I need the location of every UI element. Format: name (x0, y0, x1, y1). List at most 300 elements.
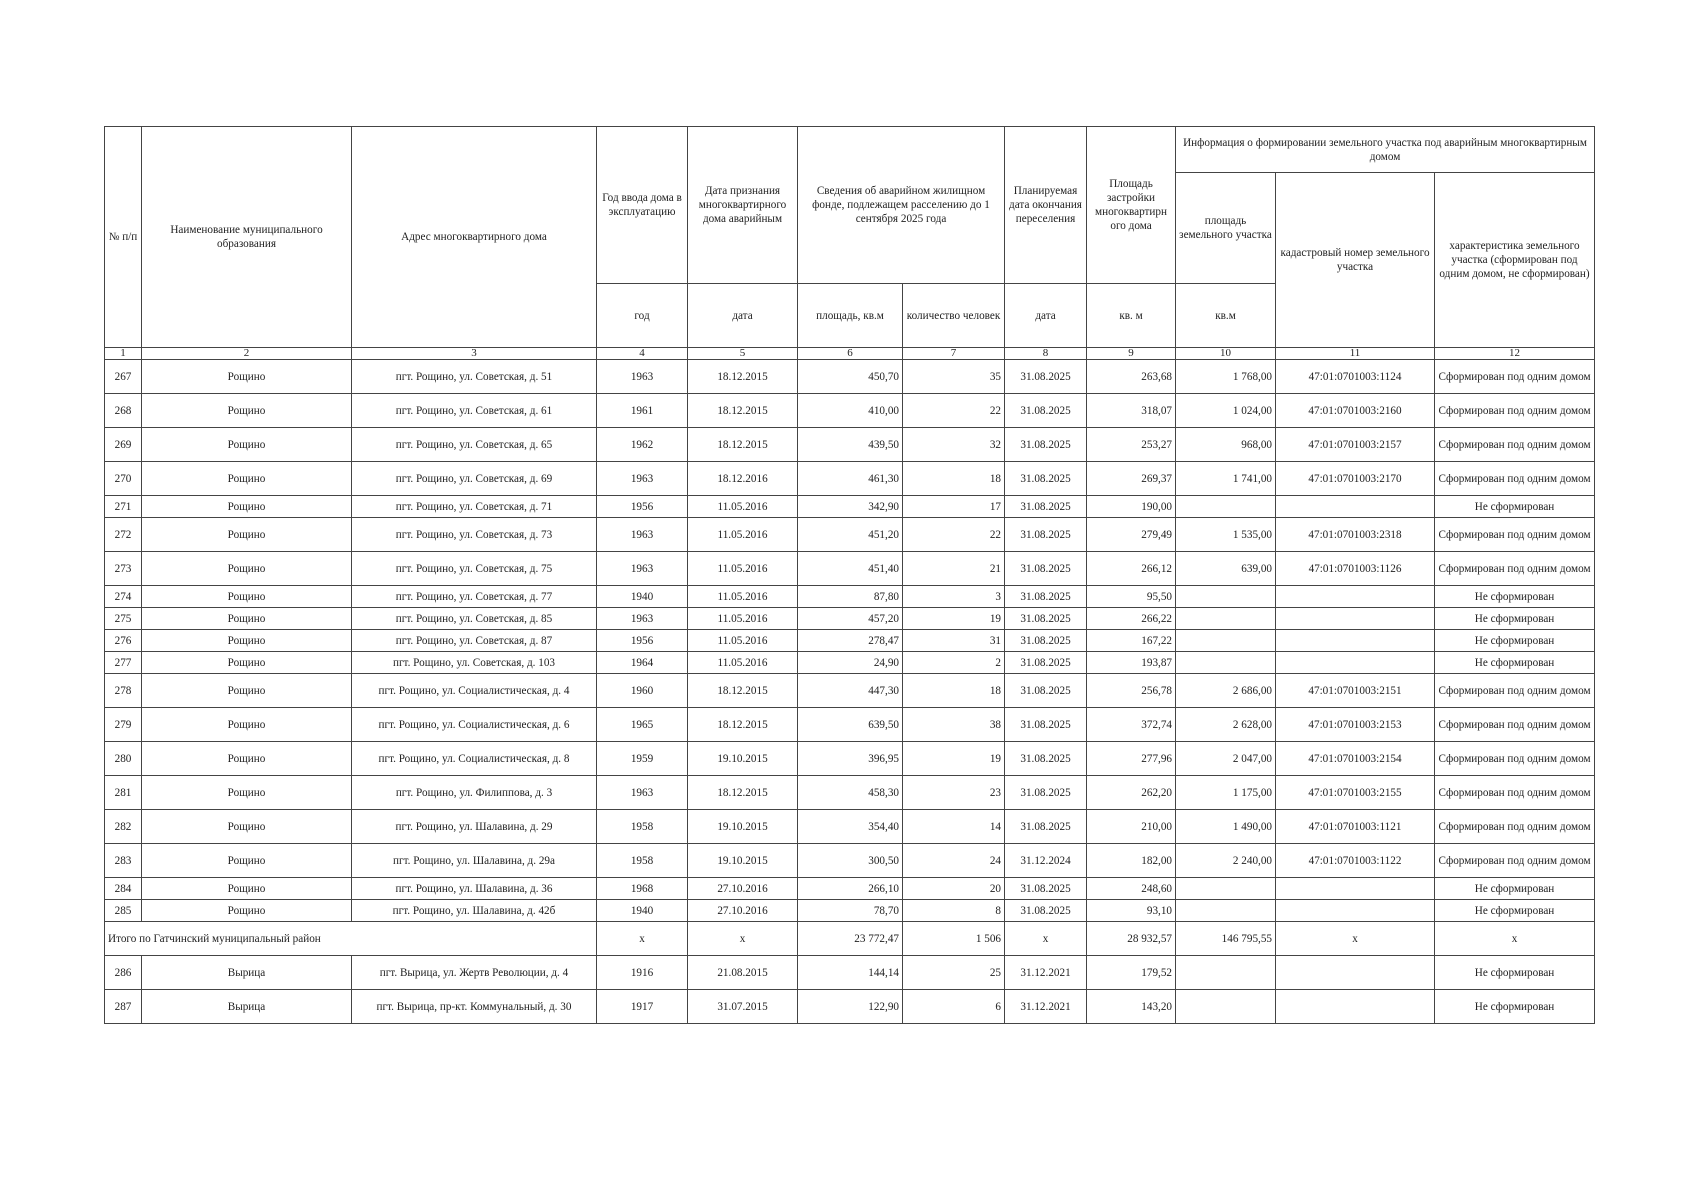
land-characteristic-cell: Сформирован под одним домом (1435, 462, 1595, 496)
municipality-cell: Рощино (142, 608, 352, 630)
municipality-cell: Рощино (142, 462, 352, 496)
municipality-cell: Рощино (142, 428, 352, 462)
land-characteristic-cell: Не сформирован (1435, 990, 1595, 1024)
year-built-cell: 1956 (597, 496, 688, 518)
row-number: 267 (105, 360, 142, 394)
year-built-cell: 1963 (597, 552, 688, 586)
recognition-date-cell: 19.10.2015 (688, 810, 798, 844)
recognition-date-cell: 18.12.2016 (688, 462, 798, 496)
area-cell: 447,30 (798, 674, 903, 708)
people-cell: 6 (903, 990, 1005, 1024)
year-built-cell: 1940 (597, 900, 688, 922)
year-built-cell: 1959 (597, 742, 688, 776)
unit-date: дата (688, 284, 798, 348)
cadastral-cell: 47:01:0701003:1122 (1276, 844, 1435, 878)
area-cell: 396,95 (798, 742, 903, 776)
year-built-cell: 1968 (597, 878, 688, 900)
address-cell: пгт. Рощино, ул. Шалавина, д. 42б (352, 900, 597, 922)
built-area-cell: 279,49 (1087, 518, 1176, 552)
area-cell: 450,70 (798, 360, 903, 394)
recognition-date-cell: 11.05.2016 (688, 518, 798, 552)
land-area-cell (1176, 990, 1276, 1024)
municipality-cell: Рощино (142, 394, 352, 428)
built-area-cell: 269,37 (1087, 462, 1176, 496)
address-cell: пгт. Рощино, ул. Советская, д. 71 (352, 496, 597, 518)
table-row (105, 742, 1595, 776)
planned-date-cell: 31.08.2025 (1005, 630, 1087, 652)
row-number: 284 (105, 878, 142, 900)
people-cell: 23 (903, 776, 1005, 810)
table-total (105, 922, 1595, 956)
recognition-date-cell: 19.10.2015 (688, 844, 798, 878)
row-number: 276 (105, 630, 142, 652)
cadastral-cell (1276, 496, 1435, 518)
municipality-cell: Рощино (142, 810, 352, 844)
built-area-cell: 190,00 (1087, 496, 1176, 518)
address-cell: пгт. Рощино, ул. Шалавина, д. 36 (352, 878, 597, 900)
year-built-cell: 1964 (597, 652, 688, 674)
table-row (105, 674, 1595, 708)
address-cell: пгт. Рощино, ул. Советская, д. 69 (352, 462, 597, 496)
built-area-cell: 143,20 (1087, 990, 1176, 1024)
address-cell: пгт. Рощино, ул. Советская, д. 61 (352, 394, 597, 428)
year-built-cell: 1958 (597, 844, 688, 878)
recognition-date-cell: 11.05.2016 (688, 496, 798, 518)
planned-date-cell: 31.08.2025 (1005, 810, 1087, 844)
cadastral-cell: 47:01:0701003:2153 (1276, 708, 1435, 742)
header-recognition-date: Дата признания многоквартирного дома аварийным (688, 127, 798, 284)
cadastral-cell: 47:01:0701003:2155 (1276, 776, 1435, 810)
people-cell: 20 (903, 878, 1005, 900)
planned-date-cell: 31.08.2025 (1005, 652, 1087, 674)
people-cell: 35 (903, 360, 1005, 394)
total-land-characteristic: x (1435, 922, 1595, 956)
unit-year: год (597, 284, 688, 348)
people-cell: 8 (903, 900, 1005, 922)
people-cell: 2 (903, 652, 1005, 674)
municipality-cell: Рощино (142, 518, 352, 552)
area-cell: 461,30 (798, 462, 903, 496)
table-row (105, 360, 1595, 394)
land-characteristic-cell: Не сформирован (1435, 878, 1595, 900)
land-area-cell: 1 741,00 (1176, 462, 1276, 496)
built-area-cell: 167,22 (1087, 630, 1176, 652)
column-number-row (105, 348, 1595, 360)
year-built-cell: 1963 (597, 518, 688, 552)
recognition-date-cell: 11.05.2016 (688, 586, 798, 608)
table-row (105, 496, 1595, 518)
row-number: 282 (105, 810, 142, 844)
built-area-cell: 182,00 (1087, 844, 1176, 878)
total-recognition-date: x (688, 922, 798, 956)
address-cell: пгт. Рощино, ул. Социалистическая, д. 8 (352, 742, 597, 776)
address-cell: пгт. Рощино, ул. Советская, д. 103 (352, 652, 597, 674)
recognition-date-cell: 11.05.2016 (688, 552, 798, 586)
unit-area: площадь, кв.м (798, 284, 903, 348)
built-area-cell: 277,96 (1087, 742, 1176, 776)
planned-date-cell: 31.08.2025 (1005, 742, 1087, 776)
recognition-date-cell: 18.12.2015 (688, 394, 798, 428)
municipality-cell: Рощино (142, 742, 352, 776)
year-built-cell: 1963 (597, 608, 688, 630)
land-characteristic-cell: Сформирован под одним домом (1435, 428, 1595, 462)
year-built-cell: 1962 (597, 428, 688, 462)
land-characteristic-cell: Сформирован под одним домом (1435, 394, 1595, 428)
column-number: 7 (903, 348, 1005, 360)
land-characteristic-cell: Не сформирован (1435, 956, 1595, 990)
cadastral-cell (1276, 630, 1435, 652)
municipality-cell: Рощино (142, 878, 352, 900)
row-number: 277 (105, 652, 142, 674)
land-characteristic-cell: Не сформирован (1435, 608, 1595, 630)
row-number: 278 (105, 674, 142, 708)
people-cell: 31 (903, 630, 1005, 652)
unit-date-planned: дата (1005, 284, 1087, 348)
land-characteristic-cell: Сформирован под одним домом (1435, 708, 1595, 742)
table-row (105, 586, 1595, 608)
column-number: 2 (142, 348, 352, 360)
total-built-area: 28 932,57 (1087, 922, 1176, 956)
year-built-cell: 1961 (597, 394, 688, 428)
area-cell: 410,00 (798, 394, 903, 428)
year-built-cell: 1965 (597, 708, 688, 742)
total-row (105, 922, 1595, 956)
year-built-cell: 1960 (597, 674, 688, 708)
area-cell: 144,14 (798, 956, 903, 990)
header-year-built: Год ввода дома в эксплуатацию (597, 127, 688, 284)
column-number: 5 (688, 348, 798, 360)
recognition-date-cell: 21.08.2015 (688, 956, 798, 990)
built-area-cell: 210,00 (1087, 810, 1176, 844)
year-built-cell: 1916 (597, 956, 688, 990)
built-area-cell: 253,27 (1087, 428, 1176, 462)
built-area-cell: 262,20 (1087, 776, 1176, 810)
built-area-cell: 263,68 (1087, 360, 1176, 394)
table-row (105, 630, 1595, 652)
column-number: 11 (1276, 348, 1435, 360)
people-cell: 19 (903, 742, 1005, 776)
total-land-area: 146 795,55 (1176, 922, 1276, 956)
municipality-cell: Рощино (142, 630, 352, 652)
table-row (105, 428, 1595, 462)
row-number: 279 (105, 708, 142, 742)
table-row (105, 878, 1595, 900)
address-cell: пгт. Рощино, ул. Шалавина, д. 29 (352, 810, 597, 844)
area-cell: 451,40 (798, 552, 903, 586)
area-cell: 266,10 (798, 878, 903, 900)
row-number: 271 (105, 496, 142, 518)
planned-date-cell: 31.08.2025 (1005, 394, 1087, 428)
header-land-characteristic: характеристика земельного участка (сформирован под одним домом, не сформирован) (1435, 173, 1595, 348)
land-characteristic-cell: Не сформирован (1435, 496, 1595, 518)
area-cell: 439,50 (798, 428, 903, 462)
header-land-area: площадь земельного участка (1176, 173, 1276, 284)
row-number: 272 (105, 518, 142, 552)
people-cell: 18 (903, 674, 1005, 708)
land-area-cell: 1 175,00 (1176, 776, 1276, 810)
table-body-vyritsa (105, 956, 1595, 1024)
built-area-cell: 256,78 (1087, 674, 1176, 708)
planned-date-cell: 31.08.2025 (1005, 496, 1087, 518)
municipality-cell: Рощино (142, 844, 352, 878)
land-characteristic-cell: Сформирован под одним домом (1435, 552, 1595, 586)
built-area-cell: 95,50 (1087, 586, 1176, 608)
header-address: Адрес многоквартирного дома (352, 127, 597, 348)
area-cell: 300,50 (798, 844, 903, 878)
land-characteristic-cell: Сформирован под одним домом (1435, 742, 1595, 776)
municipality-cell: Рощино (142, 586, 352, 608)
planned-date-cell: 31.12.2021 (1005, 956, 1087, 990)
cadastral-cell: 47:01:0701003:2160 (1276, 394, 1435, 428)
address-cell: пгт. Рощино, ул. Шалавина, д. 29а (352, 844, 597, 878)
year-built-cell: 1940 (597, 586, 688, 608)
planned-date-cell: 31.08.2025 (1005, 608, 1087, 630)
row-number: 269 (105, 428, 142, 462)
table-row (105, 956, 1595, 990)
cadastral-cell (1276, 586, 1435, 608)
address-cell: пгт. Вырица, пр-кт. Коммунальный, д. 30 (352, 990, 597, 1024)
built-area-cell: 266,22 (1087, 608, 1176, 630)
unit-people: количество человек (903, 284, 1005, 348)
municipality-cell: Вырица (142, 956, 352, 990)
recognition-date-cell: 11.05.2016 (688, 608, 798, 630)
land-characteristic-cell: Не сформирован (1435, 900, 1595, 922)
cadastral-cell: 47:01:0701003:1121 (1276, 810, 1435, 844)
people-cell: 14 (903, 810, 1005, 844)
table-body-roshchino (105, 360, 1595, 922)
land-area-cell: 1 490,00 (1176, 810, 1276, 844)
recognition-date-cell: 11.05.2016 (688, 630, 798, 652)
table-row (105, 552, 1595, 586)
land-area-cell: 1 535,00 (1176, 518, 1276, 552)
land-area-cell (1176, 608, 1276, 630)
planned-date-cell: 31.08.2025 (1005, 552, 1087, 586)
municipality-cell: Рощино (142, 552, 352, 586)
cadastral-cell (1276, 900, 1435, 922)
built-area-cell: 93,10 (1087, 900, 1176, 922)
cadastral-cell: 47:01:0701003:1124 (1276, 360, 1435, 394)
area-cell: 451,20 (798, 518, 903, 552)
land-area-cell: 2 686,00 (1176, 674, 1276, 708)
address-cell: пгт. Рощино, ул. Советская, д. 77 (352, 586, 597, 608)
land-characteristic-cell: Не сформирован (1435, 652, 1595, 674)
column-number: 12 (1435, 348, 1595, 360)
people-cell: 25 (903, 956, 1005, 990)
area-cell: 342,90 (798, 496, 903, 518)
people-cell: 22 (903, 394, 1005, 428)
row-number: 274 (105, 586, 142, 608)
year-built-cell: 1963 (597, 776, 688, 810)
row-number: 281 (105, 776, 142, 810)
recognition-date-cell: 19.10.2015 (688, 742, 798, 776)
table-row (105, 810, 1595, 844)
built-area-cell: 179,52 (1087, 956, 1176, 990)
planned-date-cell: 31.08.2025 (1005, 708, 1087, 742)
cadastral-cell: 47:01:0701003:2151 (1276, 674, 1435, 708)
table-row (105, 708, 1595, 742)
land-characteristic-cell: Сформирован под одним домом (1435, 518, 1595, 552)
table-row (105, 518, 1595, 552)
cadastral-cell (1276, 990, 1435, 1024)
area-cell: 87,80 (798, 586, 903, 608)
land-area-cell (1176, 586, 1276, 608)
municipality-cell: Рощино (142, 900, 352, 922)
cadastral-cell: 47:01:0701003:2154 (1276, 742, 1435, 776)
recognition-date-cell: 18.12.2015 (688, 708, 798, 742)
people-cell: 21 (903, 552, 1005, 586)
address-cell: пгт. Рощино, ул. Советская, д. 85 (352, 608, 597, 630)
address-cell: пгт. Рощино, ул. Социалистическая, д. 4 (352, 674, 597, 708)
column-number: 10 (1176, 348, 1276, 360)
municipality-cell: Рощино (142, 708, 352, 742)
land-characteristic-cell: Сформирован под одним домом (1435, 810, 1595, 844)
land-area-cell (1176, 630, 1276, 652)
planned-date-cell: 31.08.2025 (1005, 428, 1087, 462)
total-label: Итого по Гатчинский муниципальный район (105, 922, 597, 956)
row-number: 275 (105, 608, 142, 630)
total-planned-date: x (1005, 922, 1087, 956)
land-characteristic-cell: Не сформирован (1435, 630, 1595, 652)
header-cadastral: кадастровый номер земельного участка (1276, 173, 1435, 348)
address-cell: пгт. Рощино, ул. Советская, д. 73 (352, 518, 597, 552)
people-cell: 24 (903, 844, 1005, 878)
recognition-date-cell: 27.10.2016 (688, 878, 798, 900)
row-number: 273 (105, 552, 142, 586)
municipality-cell: Рощино (142, 360, 352, 394)
planned-date-cell: 31.08.2025 (1005, 586, 1087, 608)
address-cell: пгт. Рощино, ул. Советская, д. 75 (352, 552, 597, 586)
people-cell: 22 (903, 518, 1005, 552)
planned-date-cell: 31.12.2024 (1005, 844, 1087, 878)
planned-date-cell: 31.08.2025 (1005, 674, 1087, 708)
address-cell: пгт. Рощино, ул. Советская, д. 87 (352, 630, 597, 652)
land-area-cell: 1 024,00 (1176, 394, 1276, 428)
header-row-number: № п/п (105, 127, 142, 348)
planned-date-cell: 31.08.2025 (1005, 900, 1087, 922)
row-number: 287 (105, 990, 142, 1024)
recognition-date-cell: 31.07.2015 (688, 990, 798, 1024)
area-cell: 458,30 (798, 776, 903, 810)
address-cell: пгт. Вырица, ул. Жертв Революции, д. 4 (352, 956, 597, 990)
cadastral-cell: 47:01:0701003:2170 (1276, 462, 1435, 496)
year-built-cell: 1958 (597, 810, 688, 844)
cadastral-cell (1276, 652, 1435, 674)
area-cell: 24,90 (798, 652, 903, 674)
land-area-cell (1176, 496, 1276, 518)
people-cell: 18 (903, 462, 1005, 496)
recognition-date-cell: 18.12.2015 (688, 674, 798, 708)
area-cell: 122,90 (798, 990, 903, 1024)
table-row (105, 652, 1595, 674)
row-number: 270 (105, 462, 142, 496)
year-built-cell: 1917 (597, 990, 688, 1024)
address-cell: пгт. Рощино, ул. Социалистическая, д. 6 (352, 708, 597, 742)
planned-date-cell: 31.08.2025 (1005, 776, 1087, 810)
planned-date-cell: 31.08.2025 (1005, 462, 1087, 496)
land-characteristic-cell: Сформирован под одним домом (1435, 360, 1595, 394)
row-number: 286 (105, 956, 142, 990)
cadastral-cell (1276, 956, 1435, 990)
land-characteristic-cell: Сформирован под одним домом (1435, 776, 1595, 810)
land-area-cell (1176, 878, 1276, 900)
municipality-cell: Рощино (142, 652, 352, 674)
address-cell: пгт. Рощино, ул. Советская, д. 65 (352, 428, 597, 462)
column-number: 6 (798, 348, 903, 360)
people-cell: 3 (903, 586, 1005, 608)
area-cell: 78,70 (798, 900, 903, 922)
municipality-cell: Вырица (142, 990, 352, 1024)
table-row (105, 776, 1595, 810)
land-characteristic-cell: Не сформирован (1435, 586, 1595, 608)
column-number: 9 (1087, 348, 1176, 360)
area-cell: 354,40 (798, 810, 903, 844)
row-number: 283 (105, 844, 142, 878)
land-area-cell (1176, 652, 1276, 674)
column-number: 1 (105, 348, 142, 360)
table-row (105, 990, 1595, 1024)
municipality-cell: Рощино (142, 674, 352, 708)
land-area-cell (1176, 900, 1276, 922)
built-area-cell: 266,12 (1087, 552, 1176, 586)
planned-date-cell: 31.08.2025 (1005, 518, 1087, 552)
relocation-table (104, 126, 1595, 1024)
header-planned-date: Планируемая дата окончания переселения (1005, 127, 1087, 284)
people-cell: 38 (903, 708, 1005, 742)
planned-date-cell: 31.08.2025 (1005, 360, 1087, 394)
cadastral-cell (1276, 608, 1435, 630)
recognition-date-cell: 11.05.2016 (688, 652, 798, 674)
header-municipality: Наименование муниципального образования (142, 127, 352, 348)
area-cell: 457,20 (798, 608, 903, 630)
land-area-cell: 2 047,00 (1176, 742, 1276, 776)
total-cadastral: x (1276, 922, 1435, 956)
recognition-date-cell: 18.12.2015 (688, 360, 798, 394)
recognition-date-cell: 27.10.2016 (688, 900, 798, 922)
address-cell: пгт. Рощино, ул. Советская, д. 51 (352, 360, 597, 394)
total-area: 23 772,47 (798, 922, 903, 956)
header-built-area: Площадь застройки многоквартирн ого дома (1087, 127, 1176, 284)
land-characteristic-cell: Сформирован под одним домом (1435, 674, 1595, 708)
built-area-cell: 248,60 (1087, 878, 1176, 900)
row-number: 280 (105, 742, 142, 776)
cadastral-cell: 47:01:0701003:2157 (1276, 428, 1435, 462)
planned-date-cell: 31.08.2025 (1005, 878, 1087, 900)
land-area-cell (1176, 956, 1276, 990)
table-row (105, 900, 1595, 922)
built-area-cell: 193,87 (1087, 652, 1176, 674)
total-people: 1 506 (903, 922, 1005, 956)
land-area-cell: 1 768,00 (1176, 360, 1276, 394)
municipality-cell: Рощино (142, 776, 352, 810)
land-area-cell: 2 240,00 (1176, 844, 1276, 878)
built-area-cell: 372,74 (1087, 708, 1176, 742)
total-year: x (597, 922, 688, 956)
land-area-cell: 2 628,00 (1176, 708, 1276, 742)
header-land-info: Информация о формировании земельного участка под аварийным многоквартирным домом (1176, 127, 1595, 173)
people-cell: 32 (903, 428, 1005, 462)
recognition-date-cell: 18.12.2015 (688, 776, 798, 810)
land-area-cell: 639,00 (1176, 552, 1276, 586)
unit-sqm-land: кв.м (1176, 284, 1276, 348)
people-cell: 19 (903, 608, 1005, 630)
planned-date-cell: 31.12.2021 (1005, 990, 1087, 1024)
column-number: 4 (597, 348, 688, 360)
row-number: 285 (105, 900, 142, 922)
year-built-cell: 1956 (597, 630, 688, 652)
row-number: 268 (105, 394, 142, 428)
column-number: 8 (1005, 348, 1087, 360)
column-number: 3 (352, 348, 597, 360)
